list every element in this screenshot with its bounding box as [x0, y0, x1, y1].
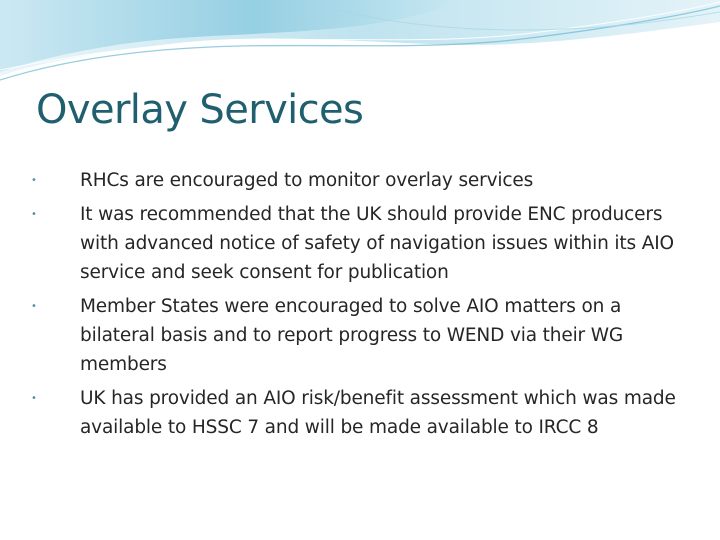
bullet-text: It was recommended that the UK should provide ENC producers with advanced notice of safety of navigation issues within its AIO service and seek consent for publication [80, 204, 674, 283]
bullet-item [0, 292, 690, 379]
bullet-icon: • [31, 175, 37, 186]
bullet-text: RHCs are encouraged to monitor overlay services [80, 170, 534, 191]
bullet-text: Member States were encouraged to solve AIO matters on a bilateral basis and to report progress to WEND via their WG members [80, 296, 624, 375]
bullet-list [0, 166, 720, 447]
bullet-icon: • [31, 209, 37, 220]
bullet-icon: • [31, 301, 37, 312]
bullet-item [0, 166, 690, 195]
slide-title: Overlay Services [36, 87, 364, 133]
bullet-icon: • [31, 393, 37, 404]
bullet-item [0, 384, 690, 442]
bullet-text: UK has provided an AIO risk/benefit assessment which was made available to HSSC 7 and will be made available to IRCC 8 [80, 388, 676, 438]
bullet-item [0, 200, 690, 287]
header-wave-decoration [0, 0, 720, 90]
